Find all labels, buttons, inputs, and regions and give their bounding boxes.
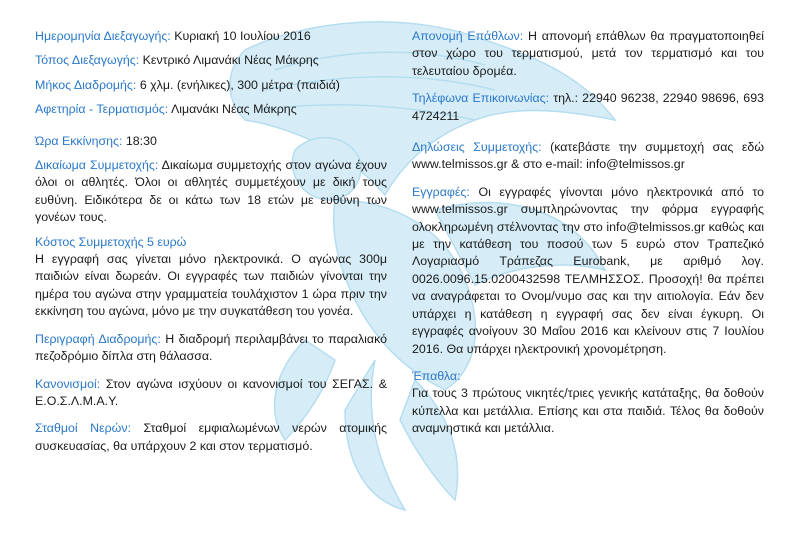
place-value: Κεντρικό Λιμανάκι Νέας Μάκρης	[142, 53, 319, 68]
prizes-label: Έπαθλα:	[412, 368, 461, 383]
rules-block	[35, 376, 387, 411]
prizes-block	[412, 368, 764, 438]
rules-text: Στον αγώνα ισχύουν οι κανονισμοί του ΣΕΓΑΣ. & Ε.Ο.Σ.Λ.Μ.Α.Υ.	[35, 376, 387, 408]
start-finish-row	[35, 101, 387, 118]
phones-label: Τηλέφωνα Επικοινωνίας:	[412, 91, 550, 106]
eligibility-block	[35, 157, 387, 227]
prizes-text: Για τους 3 πρώτους νικητές/τριες γενικής κατάταξης, θα δοθούν κύπελλα και μετάλλια. Επίσης και στα παιδιά. Τέλος θα δοθούν αναμνηστικά και μετάλλια.	[412, 386, 764, 436]
start-time-label: Ώρα Εκκίνησης:	[35, 133, 123, 148]
awards-text: Η απονομή επάθλων θα πραγματοποιηθεί στον χώρο του τερματισμού, μετά τον τερματισμό και του τελευταίου δρομέα.	[412, 29, 764, 78]
date-value: Κυριακή 10 Ιουλίου 2016	[174, 29, 311, 43]
start-finish-label: Αφετηρία - Τερματισμός:	[35, 102, 169, 117]
water-block	[35, 420, 387, 455]
route-block	[35, 331, 387, 366]
declarations-label: Δηλώσεις Συμμετοχής:	[412, 140, 542, 155]
start-time-value: 18:30	[125, 133, 157, 148]
eligibility-label: Δικαίωμα Συμμετοχής:	[35, 158, 159, 173]
awards-label: Απονομή Επάθλων:	[412, 29, 524, 43]
declarations-block	[412, 139, 764, 174]
cost-text: Η εγγραφή σας γίνεται μόνο ηλεκτρονικά. Ο αγώνας 300μ παιδιών είναι δωρεάν. Οι εγγραφές των παιδιών γίνονται την ημέρα του αγώνα στην γραμματεία τουλάχιστον 1 ώρα πριν την εκκίνηση του αγώνα, μόνο με την συγκατάθεση του γονέα.	[35, 252, 387, 319]
cost-label: Κόστος Συμμετοχής 5 ευρώ	[35, 234, 187, 249]
right-column	[412, 28, 764, 438]
distance-label: Μήκος Διαδρομής:	[35, 77, 137, 92]
registrations-label: Εγγραφές:	[412, 184, 470, 199]
start-finish-value: Λιμανάκι Νέας Μάκρης	[170, 102, 297, 117]
rules-label: Κανονισμοί:	[35, 376, 101, 391]
route-text: Η διαδρομή περιλαμβάνει το παραλιακό πεζοδρόμιο δίπλα στη θάλασσα.	[35, 331, 387, 364]
water-text: Σταθμοί εμφιαλωμένων νερών ατομικής συσκευασίας, θα υπάρχουν 2 και στον τερματισμό.	[35, 421, 387, 453]
awards-block	[412, 28, 764, 80]
distance-value: 6 χλμ. (ενήλικες), 300 μέτρα (παιδιά)	[139, 77, 340, 92]
start-time-row	[35, 133, 387, 150]
place-label: Τόπος Διεξαγωγής:	[35, 53, 140, 68]
eligibility-text: Δικαίωμα συμμετοχής στον αγώνα έχουν όλοι οι αθλητές. Όλοι οι αθλητές συμμετέχουν με δική τους ευθύνη. Ειδικότερα δε οι κάτω των 18 ετών με ευθύνη των γονέων τους.	[35, 158, 388, 225]
distance-row	[35, 77, 387, 94]
registrations-text: Οι εγγραφές γίνονται μόνο ηλεκτρονικά από το www.telmissos.gr συμπληρώνοντας την φόρμα εγγραφής ολοκληρωμένη στέλνοντας την στο info@telmissos.gr καθώς και με την κατάθεση του ποσού των 5 ευρώ στον Τραπεζικό Λογαριασμό Τράπεζας Eurobank, με αριθμό λογ. 0026.0096.15.0200432598 ΤΕΛΜΗΣΣΟΣ. Προσοχή! θα πρέπει να αναγράφεται το Ονομ/νυμο σας και την αιτιολογία. Εάν δεν υπάρχει η κατάθεση η εγγραφή σας δεν είναι έγκυρη. Οι εγγραφές ανοίγουν 30 Μαΐου 2016 και κλείνουν στις 7 Ιουλίου 2016. Θα υπάρχει ηλεκτρονική χρονομέτρηση.	[412, 184, 764, 356]
date-row	[35, 28, 387, 45]
water-label: Σταθμοί Νερών:	[35, 421, 131, 436]
date-label: Ημερομηνία Διεξαγωγής:	[35, 29, 171, 43]
place-row	[35, 52, 387, 69]
phones-text: τηλ.: 22940 96238, 22940 98696, 693 4724211	[412, 91, 764, 123]
left-column	[35, 28, 387, 455]
registrations-block	[412, 184, 764, 358]
phones-block	[412, 90, 764, 125]
cost-block	[35, 234, 387, 321]
declarations-text: (κατεβάστε την συμμετοχή σας εδώ www.telmissos.gr & στο e-mail: info@telmissos.gr	[412, 140, 764, 172]
route-label: Περιγραφή Διαδρομής:	[35, 331, 161, 346]
